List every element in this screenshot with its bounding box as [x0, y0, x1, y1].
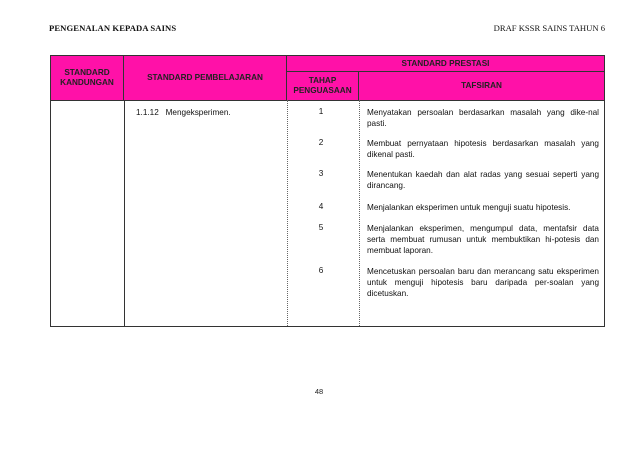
header-standard-pembelajaran-cell [124, 56, 287, 100]
level-number: 2 [318, 138, 324, 147]
header-standard-prestasi: STANDARD PRESTASI [401, 59, 490, 68]
column-divider-1 [124, 100, 125, 326]
level-description: Membuat pernyataan hipotesis berdasarkan masalah yang dikenal pasti. [367, 139, 599, 159]
level-description: Menentukan kaedah dan alat radas yang sesuai seperti yang dirancang. [367, 170, 599, 190]
column-divider-2 [287, 100, 289, 326]
header-standard-kandungan: STANDARD KANDUNGAN [60, 68, 114, 87]
header-tafsiran-cell [359, 72, 604, 100]
header-standard-prestasi-cell [287, 56, 604, 72]
level-description: Menjalankan eksperimen, mengumpul data, mentafsir data serta membuat rumusan untuk membuktikan hi-potesis dan membuat laporan. [367, 224, 599, 255]
standards-table [50, 55, 605, 327]
header-tahap-penguasaan: TAHAP PENGUASAAN [293, 76, 352, 95]
level-number: 3 [318, 169, 324, 178]
column-divider-3 [359, 100, 361, 326]
level-description: Menyatakan persoalan berdasarkan masalah yang dike-nal pasti. [367, 108, 599, 128]
header-standard-kandungan-cell [51, 56, 124, 100]
document-header-draft: DRAF KSSR SAINS TAHUN 6 [493, 23, 605, 33]
table-header [51, 56, 604, 100]
header-tahap-penguasaan-cell [287, 72, 359, 100]
standard-pembelajaran-text: 1.1.12 Mengeksperimen. [136, 108, 231, 117]
level-number: 4 [318, 202, 324, 211]
level-number: 6 [318, 266, 324, 275]
level-description: Menjalankan eksperimen untuk menguji suatu hipotesis. [367, 203, 571, 212]
header-standard-pembelajaran: STANDARD PEMBELAJARAN [147, 73, 263, 82]
page-number: 48 [314, 387, 324, 396]
header-tafsiran: TAFSIRAN [461, 81, 502, 90]
level-number: 5 [318, 223, 324, 232]
level-description: Mencetuskan persoalan baru dan merancang satu eksperimen untuk menguji hipotesis baru daripada per-soalan yang dicetuskan. [367, 267, 599, 298]
level-number: 1 [318, 107, 324, 116]
document-header-title: PENGENALAN KEPADA SAINS [49, 23, 177, 33]
header-divider [51, 100, 604, 101]
